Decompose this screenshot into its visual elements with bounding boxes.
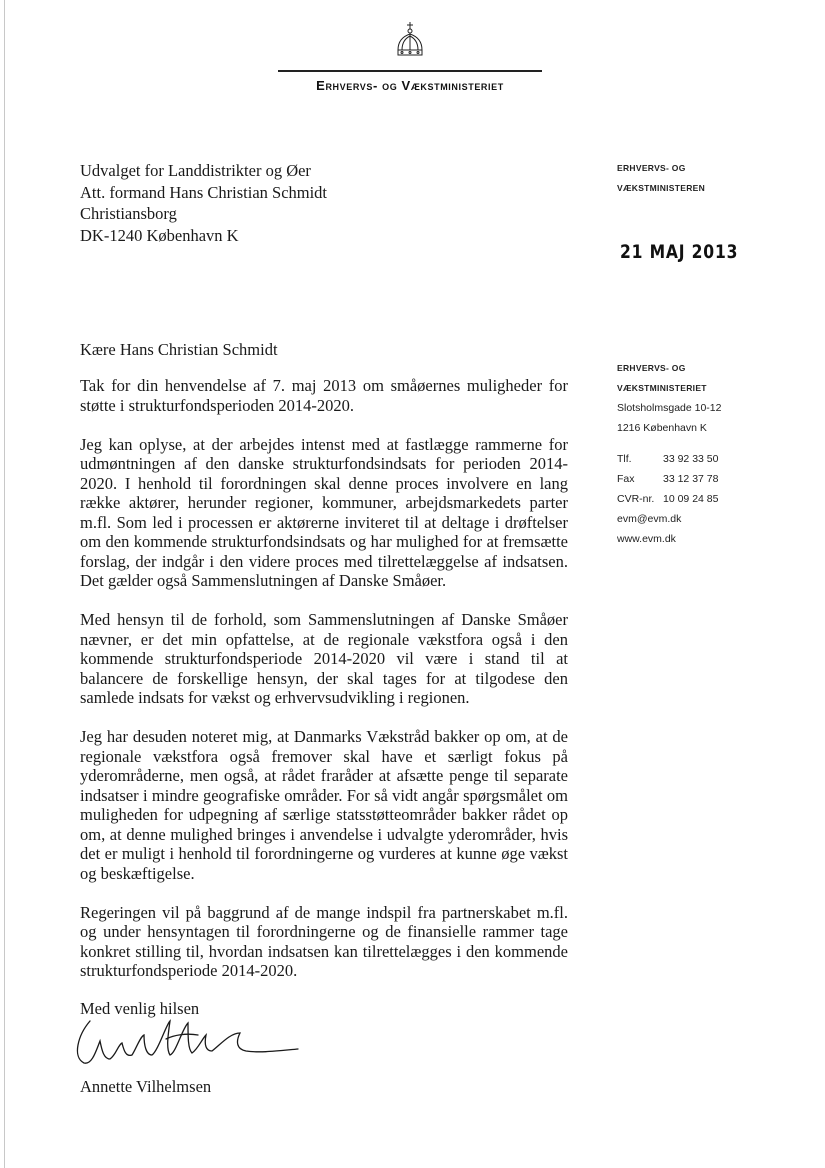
ministry-title-text: Erhvervs- og Vækstministeriet <box>316 78 504 93</box>
contact-address-line2: 1216 København K <box>617 422 707 434</box>
sender-title-line1: ERHVERVS- OG <box>617 163 686 173</box>
date-stamp: 21 MAJ 2013 <box>620 241 739 263</box>
recipient-line: Udvalget for Landdistrikter og Øer <box>80 161 311 180</box>
contact-cvr-row <box>617 489 721 509</box>
contact-org-line2: VÆKSTMINISTERIET <box>617 383 707 393</box>
recipient-line: Att. formand Hans Christian Schmidt <box>80 182 328 202</box>
phone-label: Tlf. <box>617 453 632 465</box>
ministry-title <box>260 78 560 93</box>
recipient-line: DK-1240 København K <box>80 225 239 245</box>
signer-name: Annette Vilhelmsen <box>80 1077 212 1096</box>
cvr-label: CVR-nr. <box>617 493 655 505</box>
letterhead-rule <box>278 70 542 72</box>
contact-org-line1: ERHVERVS- OG <box>617 363 686 373</box>
contact-phone-row <box>617 449 721 469</box>
letter-body <box>80 376 568 1000</box>
sender-title-line2: VÆKSTMINISTEREN <box>617 183 706 193</box>
scan-edge-line <box>4 0 5 1168</box>
recipient-address <box>80 160 327 246</box>
body-paragraph: Jeg har desuden noteret mig, at Danmarks Vækstråd bakker op om, at de regionale vækstfora også fremover skal have et særligt fokus på yderområderne, men også, at rådet fraråder at afsætte penge til separate indsatser i mindre geografiske områder. For så vidt angår spørgsmålet om muligheden for udpegning af særlige statsstøtteområder bakker rådet op om, at denne mulighed bringes i anvendelse i udvalgte yderområder, hvis det er muligt i henhold til forordningerne og vurderes at kunne øge vækst og beskæftigelse. <box>80 727 568 883</box>
cvr-value: 10 09 24 85 <box>663 493 719 505</box>
contact-email: evm@evm.dk <box>617 513 682 525</box>
body-paragraph: Tak for din henvendelse af 7. maj 2013 om småøernes muligheder for støtte i strukturfondsperioden 2014-2020. <box>80 376 568 415</box>
contact-website: www.evm.dk <box>617 533 676 545</box>
salutation: Kære Hans Christian Schmidt <box>80 340 278 359</box>
recipient-line: Christiansborg <box>80 204 177 223</box>
closing: Med venlig hilsen <box>80 999 200 1018</box>
signature-icon <box>70 1015 310 1075</box>
phone-value: 33 92 33 50 <box>663 453 719 465</box>
contact-fax-row <box>617 469 721 489</box>
sender-title-block <box>617 158 705 198</box>
crown-emblem-icon <box>390 20 430 60</box>
contact-block <box>617 358 721 549</box>
fax-value: 33 12 37 78 <box>663 473 719 485</box>
body-paragraph: Med hensyn til de forhold, som Sammenslutningen af Danske Småøer nævner, er det min opfattelse, at de regionale vækstfora også i den kommende strukturfondsperiode 2014-2020 vil være i stand til at balancere de forskellige hensyn, der skal tages for at tilgodese den samlede indsats for vækst og erhvervsudvikling i regionen. <box>80 610 568 707</box>
body-paragraph: Regeringen vil på baggrund af de mange indspil fra partnerskabet m.fl. og under hensyntagen til forordningerne og de finansielle rammer tage konkret stilling til, hvordan indsatsen kan tilrettelægges i den kommende strukturfondsperiode 2014-2020. <box>80 902 568 980</box>
contact-address-line1: Slotsholmsgade 10-12 <box>617 402 722 414</box>
body-paragraph: Jeg kan oplyse, at der arbejdes intenst med at fastlægge rammerne for udmøntningen af den danske strukturfondsindsats for perioden 2014-2020. I henhold til forordningen skal denne proces involvere en lang række aktører, herunder regioner, kommuner, arbejdsmarkedets parter m.fl. Som led i processen er aktørerne inviteret til at deltage i drøftelser om den kommende strukturfondsindsats og har mulighed for at fremsætte forslag, der indgår i den videre proces med tilrettelæggelse af indsatsen. Det gælder også Sammenslutningen af Danske Småøer. <box>80 434 568 590</box>
fax-label: Fax <box>617 473 635 485</box>
